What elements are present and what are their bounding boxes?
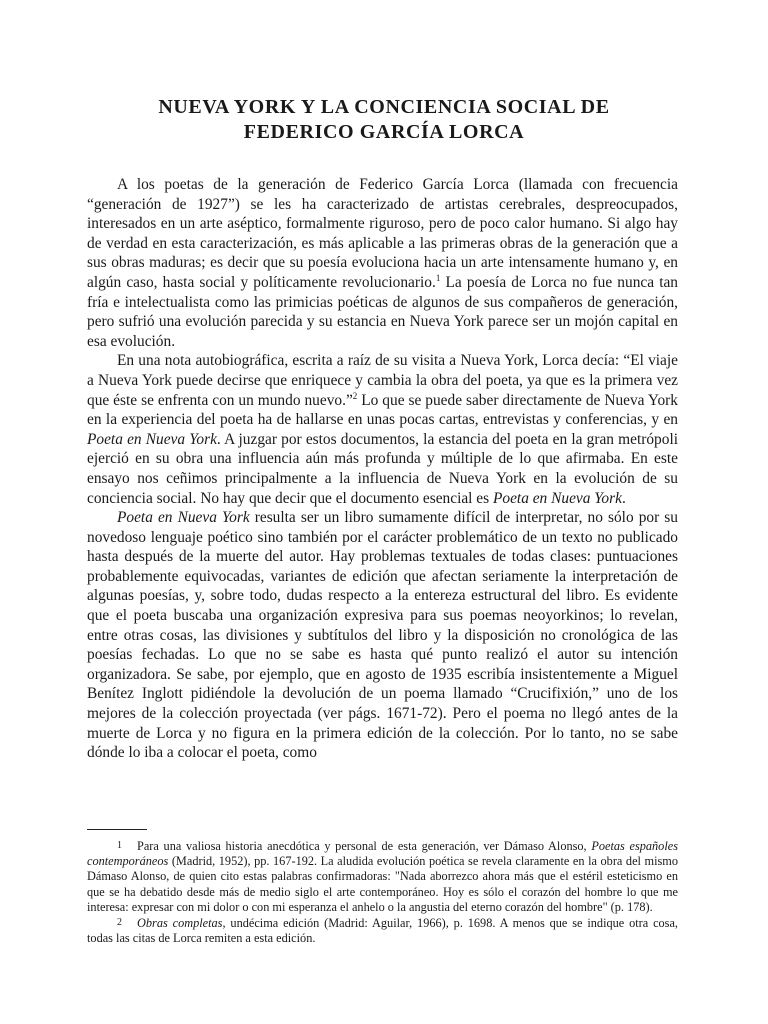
article-body	[87, 175, 678, 763]
footnote-ref-2: 2	[352, 390, 358, 401]
footnote-number: 1	[117, 840, 122, 851]
footnote-1	[87, 838, 678, 915]
footnote-ref-1: 1	[435, 272, 441, 283]
paragraph-1	[87, 175, 678, 351]
paragraph-1-text-2: La poesía de Lorca no fue nunca tan fría e intelectualista como las primicias poéticas de algunos de sus compañeros de generación, pero sufrió una evolución parecida y su estancia en Nueva York parece ser un mojón capital en esa evolución.	[87, 273, 678, 350]
paragraph-2-text-1: En una nota autobiográfica, escrita a raíz de su visita a Nueva York, Lorca decía: “El viaje a Nueva York puede decirse que enriquece y cambia la obra del poeta, ya que es la primera vez que éste se enfrenta con un mundo nuevo.”	[87, 352, 678, 409]
article-title	[0, 95, 768, 145]
paragraph-1-text-1: A los poetas de la generación de Federico García Lorca (llamada con frecuencia “generación de 1927”) se les ha caracterizado de artistas cerebrales, despreocupados, interesados en un arte aséptico, formalmente riguroso, pero de poco calor humano. Si algo hay de verdad en esta caracterización, es más aplicable a las primeras obras de la generación que a sus obras maduras; es decir que su poesía evoluciona hacia un arte intensamente humano y, en algún caso, hasta social y políticamente revolucionario.	[87, 176, 678, 291]
article-title-line-2: FEDERICO GARCÍA LORCA	[243, 121, 525, 144]
footnote-1-text-2: (Madrid, 1952), pp. 167-192. La aludida evolución poética se revela claramente en la obra del mismo Dámaso Alonso, de quien cito estas palabras confirmadoras: "Nada aborrezco ahora más que el estéril esteticismo en que se ha debatido desde más de medio siglo el arte contemporáneo. Hoy es sólo el corazón del hombre lo que me interesa: expresar con mi dolor o con mi esperanza el anhelo o la angustia del eterno corazón del hombre" (p. 178).	[87, 854, 678, 914]
footnote-divider	[87, 829, 147, 830]
book-title-italic: Poeta en Nueva York	[117, 509, 250, 527]
footnotes	[87, 838, 678, 946]
paragraph-3	[87, 508, 678, 763]
book-title-italic: Poeta en Nueva York	[492, 489, 622, 507]
book-title-italic: Poeta en Nueva York	[87, 430, 217, 448]
paragraph-2-text-2: Lo que se puede saber directamente de Nueva York en la experiencia del poeta ha de hallarse en unas pocas cartas, entrevistas y conferencias, y en	[87, 391, 678, 429]
paragraph-2	[87, 351, 678, 508]
footnote-2-text-1: , undécima edición (Madrid: Aguilar, 1966), p. 1698. A menos que se indique otra cosa, todas las citas de Lorca remiten a esta edición.	[87, 916, 679, 946]
paragraph-2-text-4: .	[621, 489, 626, 507]
footnote-number: 2	[117, 917, 122, 929]
footnote-1-text-1: Para una valiosa historia anecdótica y personal de esta generación, ver Dámaso Alonso,	[137, 839, 592, 853]
footnote-2	[87, 915, 678, 946]
article-title-line-1: NUEVA YORK Y LA CONCIENCIA SOCIAL DE	[158, 96, 610, 119]
cited-work-italic: Poetas españoles contemporáneos	[87, 839, 678, 869]
cited-work-italic: Obras completas	[137, 916, 223, 931]
paragraph-3-text-1: resulta ser un libro sumamente difícil de interpretar, no sólo por su novedoso lenguaje poético sino también por el carácter problemático de un texto no publicado hasta después de la muerte del autor. Hay problemas textuales de todas clases: puntuaciones probablemente equivocadas, variantes de edición que afectan seriamente la interpretación de algunas poesías, y, sobre todo, dudas respecto a la entereza estructural del libro. Es evidente que el poeta buscaba una organización expresiva para sus poemas neoyorkinos; lo revelan, entre otras cosas, las divisiones y subtítulos del libro y la disposición no cronológica de las poesías fechadas. Lo que no se sabe es hasta qué punto realizó el autor su intención organizadora. Se sabe, por ejemplo, que en agosto de 1935 escribía insistentemente a Miguel Benítez Inglott pidiéndole la devolución de un poema llamado “Crucifixión,” uno de los mejores de la colección proyectada (ver págs. 1671-72). Pero el poema no llegó antes de la muerte de Lorca y no figura en la primera edición de la colección. Por lo tanto, no se sabe dónde lo iba a colocar el poeta, como	[87, 509, 678, 762]
paragraph-2-text-3: . A juzgar por estos documentos, la estancia del poeta en la gran metrópoli ejerció en su obra una influencia aún más profunda y múltiple de lo que afirmaba. En este ensayo nos ceñimos principalmente a la influencia de Nueva York en la evolución de su conciencia social. No hay que decir que el documento esencial es	[87, 430, 678, 507]
